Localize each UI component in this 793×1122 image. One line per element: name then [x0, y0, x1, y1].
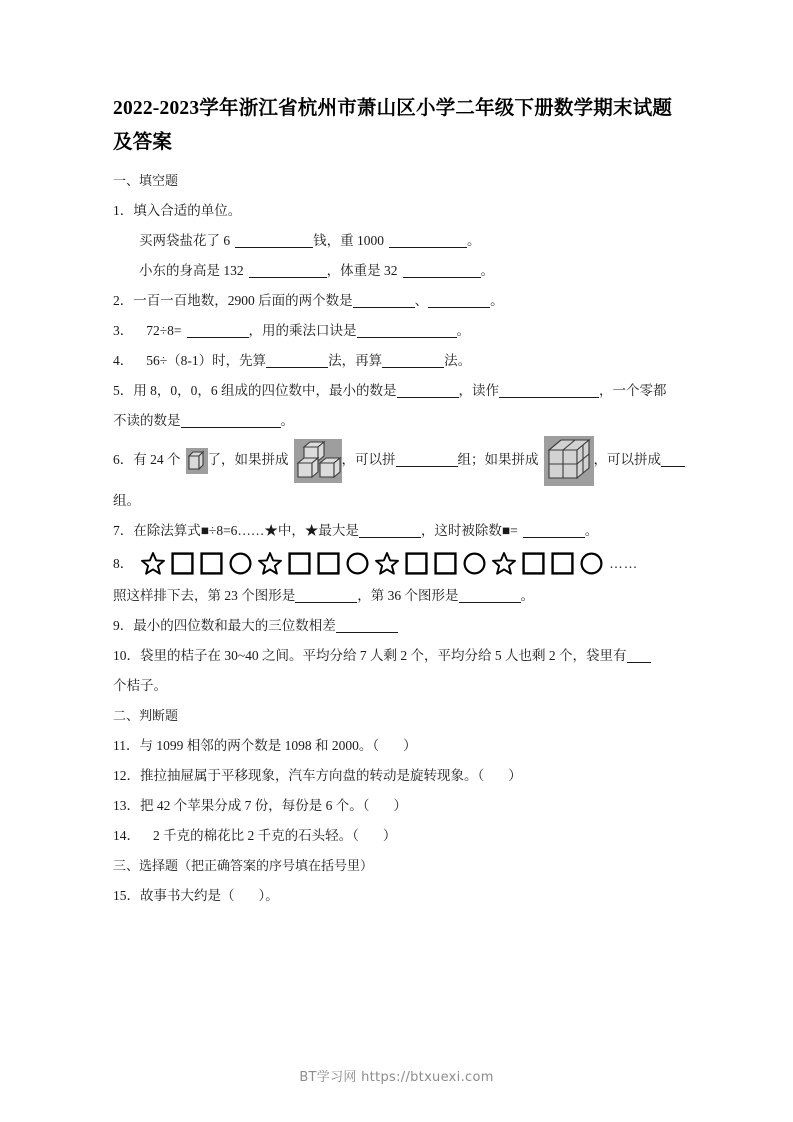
q10-line2-text: 个桔子。	[113, 677, 167, 693]
answer-blank[interactable]	[336, 618, 398, 633]
three-cubes-icon	[294, 439, 342, 483]
q1-line-b-text-1: 小东的身高是 132	[139, 263, 244, 278]
q14-close: ）	[382, 827, 397, 843]
q12-text: 推拉抽屉属于平移现象，汽车方向盘的转动是旋转现象。（	[140, 767, 485, 783]
q3-end: 。	[456, 323, 471, 338]
question-15	[113, 881, 683, 911]
question-8-ellipsis: ……	[609, 555, 639, 571]
question-7	[113, 516, 683, 546]
q5-text-3: ，一个零都	[599, 383, 667, 398]
question-3	[113, 316, 683, 346]
q8-line2-end: 。	[520, 587, 534, 603]
question-12	[113, 761, 683, 791]
q7-text-2: ，这时被除数■=	[420, 523, 518, 538]
section-heading-fill-in: 一、填空题	[113, 173, 179, 188]
q15-text: 故事书大约是（	[140, 887, 235, 903]
question-6-number: 6．	[113, 452, 134, 468]
answer-blank[interactable]	[357, 323, 457, 338]
q13-close: ）	[393, 797, 407, 813]
answer-bracket-space[interactable]	[370, 799, 394, 813]
question-8	[113, 546, 683, 581]
q2-end: 。	[490, 293, 504, 308]
question-2-number: 2．	[113, 293, 134, 308]
question-6-line-2	[113, 486, 683, 516]
answer-blank[interactable]	[661, 452, 685, 467]
circle-shape	[580, 552, 603, 575]
question-8-number: 8．	[113, 555, 134, 571]
q3-text-1: 72÷8=	[146, 323, 182, 338]
answer-blank[interactable]	[353, 293, 415, 308]
q8-line2-text-1: 照这样排下去，第 23 个图形是	[113, 587, 296, 603]
circle-shape	[463, 552, 486, 575]
answer-blank[interactable]	[459, 588, 521, 603]
star-shape	[492, 552, 516, 575]
q4-text-2: 法，再算	[328, 353, 383, 368]
answer-blank[interactable]	[396, 452, 458, 467]
question-13-number: 13．	[113, 797, 140, 813]
q4-text-3: 法。	[444, 353, 472, 368]
answer-blank[interactable]	[266, 353, 328, 368]
question-5-line-2	[113, 406, 683, 436]
answer-blank[interactable]	[428, 293, 490, 308]
question-4	[113, 346, 683, 376]
footer-watermark	[0, 1066, 793, 1085]
q6-text-3: ，可以拼	[341, 452, 396, 468]
q1-line-b-end: 。	[480, 263, 494, 278]
star-shape	[375, 552, 399, 575]
q5-line2-text: 不读的数是	[113, 413, 181, 428]
star-shape	[141, 552, 165, 575]
q7-end: 。	[584, 523, 599, 538]
question-3-number: 3．	[113, 323, 134, 338]
question-1-line-a	[113, 226, 683, 256]
answer-bracket-space[interactable]	[235, 889, 259, 903]
question-1-number: 1．	[113, 203, 134, 218]
square-shape	[171, 552, 194, 575]
question-2	[113, 286, 683, 316]
question-4-number: 4．	[113, 353, 134, 368]
star-shape	[258, 552, 282, 575]
q1-line-a-text-2: 钱，重 1000	[313, 233, 384, 248]
question-14	[113, 821, 683, 851]
section-heading-true-false: 二、判断题	[113, 707, 179, 723]
q11-text: 与 1099 相邻的两个数是 1098 和 2000。（	[139, 737, 380, 753]
q1-line-a-end: 。	[467, 233, 481, 248]
question-14-number: 14．	[113, 827, 140, 843]
answer-blank[interactable]	[397, 383, 459, 398]
question-6	[113, 436, 683, 486]
question-7-number: 7．	[113, 523, 134, 538]
question-5-number: 5．	[113, 383, 134, 398]
eight-cube-block-icon	[544, 436, 594, 486]
answer-blank[interactable]	[295, 588, 357, 603]
answer-blank[interactable]	[403, 263, 481, 278]
answer-blank[interactable]	[235, 233, 313, 248]
question-9-number: 9．	[113, 617, 134, 633]
q12-close: ）	[508, 767, 522, 783]
answer-blank[interactable]	[187, 323, 249, 338]
question-9	[113, 611, 683, 641]
answer-blank[interactable]	[382, 353, 444, 368]
q6-text-1: 有 24 个	[133, 452, 181, 468]
question-5	[113, 376, 683, 406]
circle-shape	[346, 552, 369, 575]
footer-text: BT学习网 https://btxuexi.com	[299, 1070, 494, 1085]
q15-close: ）。	[258, 887, 279, 903]
answer-blank[interactable]	[359, 523, 421, 538]
square-shape	[200, 552, 223, 575]
square-shape	[522, 552, 545, 575]
question-1	[113, 196, 683, 226]
q8-line2-text-2: ，第 36 个图形是	[357, 587, 459, 603]
q5-text-1: 用 8，0，0，6 组成的四位数中，最小的数是	[133, 383, 397, 398]
q2-text-1: 一百一百地数，2900 后面的两个数是	[133, 293, 353, 308]
question-10-line-2	[113, 671, 683, 701]
q9-text: 最小的四位数和最大的三位数相差	[133, 617, 336, 633]
q1-line-a-text-1: 买两袋盐花了 6	[139, 233, 231, 248]
shape-pattern-sequence	[138, 555, 606, 570]
square-shape	[551, 552, 574, 575]
answer-blank[interactable]	[181, 413, 281, 428]
page-title: 2022-2023学年浙江省杭州市萧山区小学二年级下册数学期末试题及答案	[113, 98, 673, 153]
square-shape	[405, 552, 428, 575]
question-10-number: 10．	[113, 647, 140, 663]
single-cube-icon	[186, 448, 208, 474]
q2-text-2: 、	[414, 293, 429, 308]
q10-text: 袋里的桔子在 30~40 之间。平均分给 7 人剩 2 个，平均分给 5 人也剩 2 个，袋里有	[140, 647, 627, 663]
square-shape	[317, 552, 340, 575]
answer-blank[interactable]	[499, 383, 599, 398]
q6-text-2: 了，如果拼成	[207, 452, 289, 468]
answer-blank[interactable]	[627, 648, 651, 663]
circle-shape	[229, 552, 252, 575]
question-10	[113, 641, 683, 671]
q6-line2-text: 组。	[113, 493, 140, 508]
q11-close: ）	[403, 737, 417, 753]
q13-text: 把 42 个苹果分成 7 份，每份是 6 个。（	[140, 797, 370, 813]
q4-text-1: 56÷（8-1）时，先算	[146, 353, 267, 368]
q14-text: 2 千克的棉花比 2 千克的石头轻。（	[153, 827, 359, 843]
section-heading-multiple-choice: 三、选择题（把正确答案的序号填在括号里）	[113, 857, 374, 873]
document-content	[113, 92, 683, 911]
answer-blank[interactable]	[523, 523, 585, 538]
answer-blank[interactable]	[249, 263, 327, 278]
q6-text-4: 组；如果拼成	[457, 452, 539, 468]
question-11	[113, 731, 683, 761]
question-13	[113, 791, 683, 821]
square-shape	[288, 552, 311, 575]
question-8-line-2	[113, 581, 683, 611]
square-shape	[434, 552, 457, 575]
q5-text-2: ，读作	[458, 383, 499, 398]
question-1-stem: 填入合适的单位。	[133, 203, 242, 218]
question-11-number: 11．	[113, 737, 140, 753]
q1-line-b-text-2: ，体重是 32	[326, 263, 398, 278]
answer-bracket-space[interactable]	[484, 769, 508, 783]
answer-bracket-space[interactable]	[379, 739, 403, 753]
question-15-number: 15．	[113, 887, 140, 903]
question-12-number: 12．	[113, 767, 140, 783]
q5-line2-end: 。	[280, 413, 294, 428]
q3-text-2: ，用的乘法口诀是	[248, 323, 357, 338]
question-1-line-b	[113, 256, 683, 286]
q6-text-5: ，可以拼成	[593, 452, 661, 468]
answer-bracket-space[interactable]	[359, 829, 383, 843]
answer-blank[interactable]	[389, 233, 467, 248]
q7-text-1: 在除法算式■÷8=6……★中，★最大是	[133, 523, 359, 538]
